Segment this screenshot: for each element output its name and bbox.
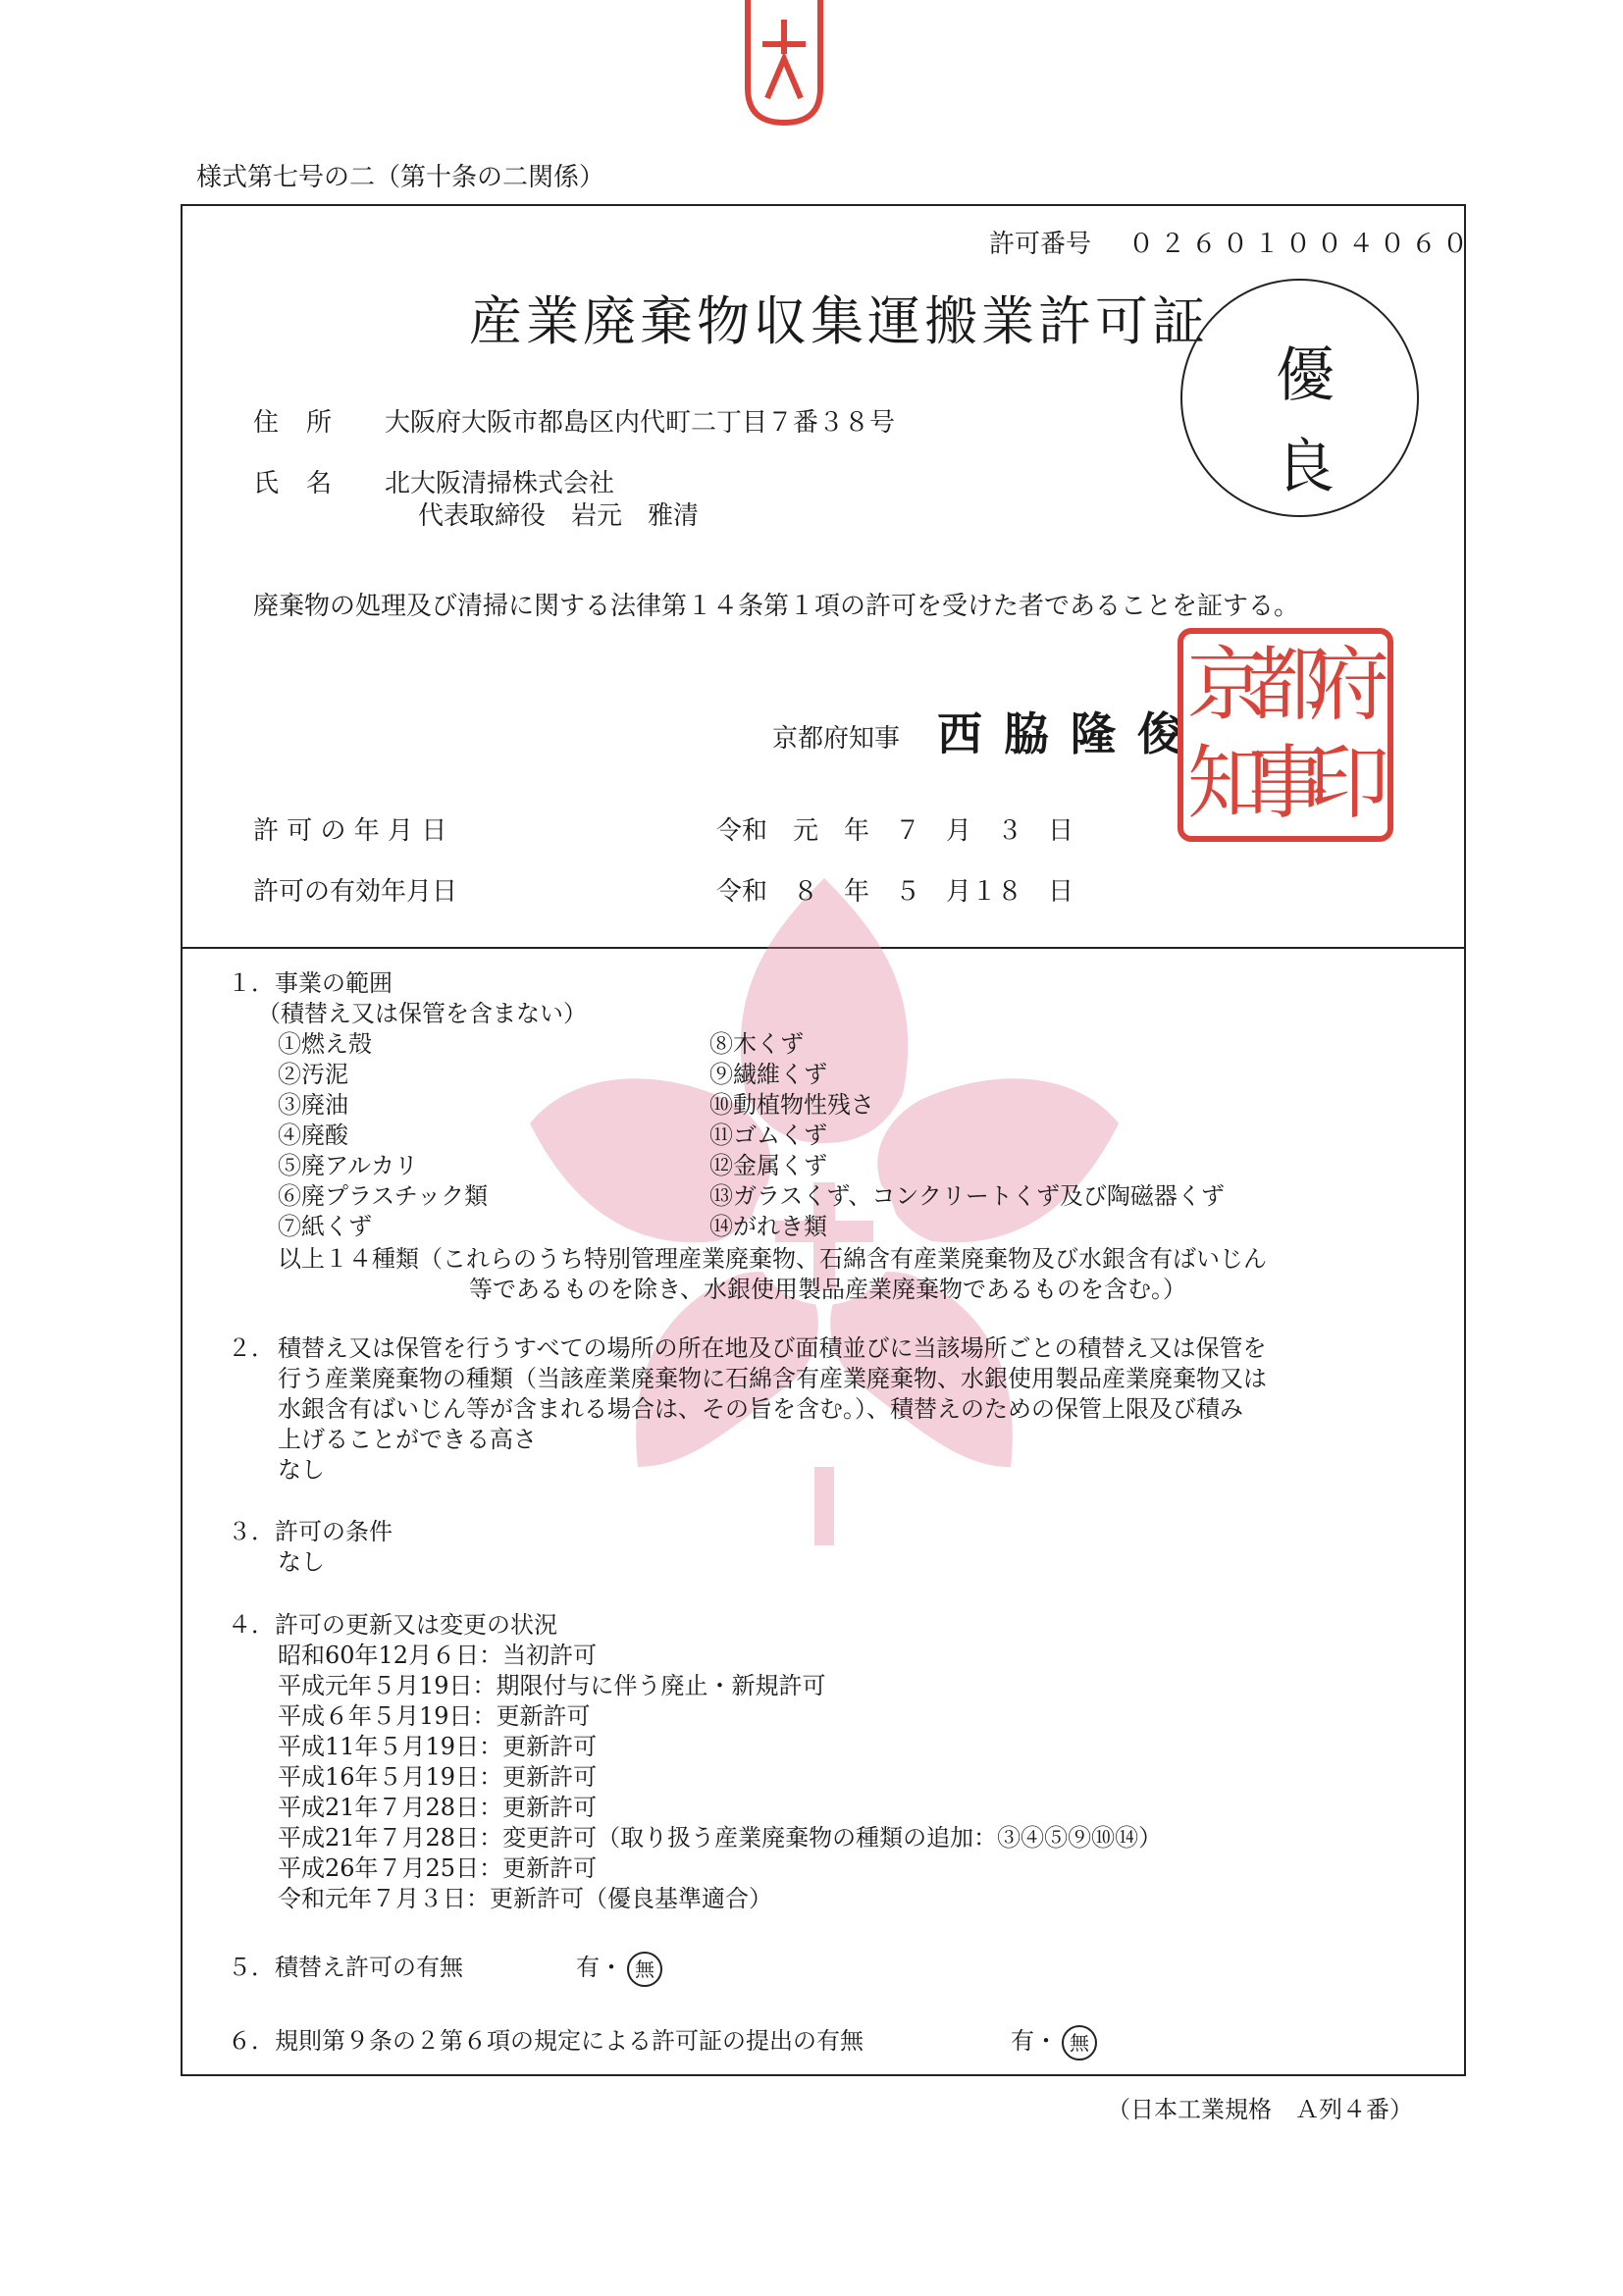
waste-item: ③廃油 xyxy=(278,1091,348,1119)
governor-seal xyxy=(1178,628,1393,842)
waste-item: ⑦紙くず xyxy=(278,1213,372,1240)
waste-item: ⑩動植物性残さ xyxy=(709,1091,874,1119)
permit-date-value: 令和 元 年 ７ 月 ３ 日 xyxy=(716,816,1074,846)
section3-heading: ３．許可の条件 xyxy=(228,1518,393,1545)
section2-line: 上げることができる高さ xyxy=(278,1426,537,1453)
history-row: 平成21年７月28日：変更許可（取り扱う産業廃棄物の種類の追加：③④⑤⑨⑩⑭） xyxy=(278,1824,1163,1852)
top-stamp-icon xyxy=(738,0,830,126)
seal-char-6: 知 xyxy=(1187,737,1269,830)
section1-summary-1: 以上１４種類（これらのうち特別管理産業廃棄物、石綿含有産業廃棄物及び水銀含有ばいじん xyxy=(278,1245,1267,1273)
waste-item: ⑨繊維くず xyxy=(709,1061,827,1088)
waste-item: ①燃え殻 xyxy=(278,1030,372,1058)
waste-item: ④廃酸 xyxy=(278,1122,348,1149)
history-row: 令和元年７月３日：更新許可（優良基準適合） xyxy=(278,1885,772,1912)
history-row: 平成元年５月19日：期限付与に伴う廃止・新規許可 xyxy=(278,1672,826,1699)
history-row: 平成６年５月19日：更新許可 xyxy=(278,1702,591,1730)
certification-text: 廃棄物の処理及び清掃に関する法律第１４条第１項の許可を受けた者であることを証する。 xyxy=(253,592,1300,621)
section6-heading: ６．規則第９条の２第６項の規定による許可証の提出の有無 xyxy=(228,2027,864,2055)
waste-item: ⑫金属くず xyxy=(709,1152,827,1179)
badge-char-1: 優 xyxy=(1276,341,1335,410)
waste-item: ⑤廃アルカリ xyxy=(278,1152,419,1179)
badge-char-2: 良 xyxy=(1276,433,1335,501)
section2-line: 水銀含有ばいじん等が含まれる場合は、その旨を含む。）、積替えのための保管上限及び積み xyxy=(278,1395,1243,1423)
representative: 代表取締役 岩元 雅清 xyxy=(418,501,700,531)
section2-value: なし xyxy=(278,1456,325,1484)
name-label-1: 氏 xyxy=(253,469,280,498)
address-label-1: 住 xyxy=(253,408,280,438)
section2-line: 行う産業廃棄物の種類（当該産業廃棄物に石綿含有産業廃棄物、水銀使用製品産業廃棄物又は xyxy=(278,1365,1267,1392)
history-row: 平成21年７月28日：更新許可 xyxy=(278,1794,598,1821)
expiry-date-label: 許可の有効年月日 xyxy=(253,877,458,907)
company-name: 北大阪清掃株式会社 xyxy=(385,469,615,498)
section3-value: なし xyxy=(278,1548,325,1576)
seal-char-5: 事 xyxy=(1248,737,1330,830)
history-row: 平成11年５月19日：更新許可 xyxy=(278,1733,598,1760)
yes-option: 有・ xyxy=(1011,2027,1058,2055)
issuer-title: 京都府知事 xyxy=(772,724,901,754)
form-reference: 様式第七号の二（第十条の二関係） xyxy=(196,163,605,192)
waste-item: ⑭がれき類 xyxy=(709,1213,827,1240)
waste-item: ⑬ガラスくず、コンクリートくず及び陶磁器くず xyxy=(709,1182,1225,1210)
section5-answer xyxy=(576,1948,662,1987)
no-option-circled: 無 xyxy=(1062,2025,1097,2061)
footer-standard: （日本工業規格 Ａ列４番） xyxy=(1107,2096,1413,2123)
no-option-circled: 無 xyxy=(627,1952,662,1987)
section1-summary-2: 等であるものを除き、水銀使用製品産業廃棄物であるものを含む。） xyxy=(469,1276,1187,1303)
permit-number: ０２６０１００４０６０ xyxy=(1128,230,1475,259)
waste-item: ②汚泥 xyxy=(278,1061,348,1088)
seal-char-2: 都 xyxy=(1248,639,1330,732)
seal-char-4: 印 xyxy=(1309,737,1390,830)
seal-char-1: 府 xyxy=(1309,639,1390,732)
yes-option: 有・ xyxy=(576,1954,623,1981)
history-row: 昭和60年12月６日：当初許可 xyxy=(278,1642,598,1669)
waste-item: ⑧木くず xyxy=(709,1030,804,1058)
expiry-date-value: 令和 ８ 年 ５ 月１８ 日 xyxy=(716,877,1074,907)
section2-number: ２． xyxy=(228,1334,275,1362)
permit-date-label: 許 可 の 年 月 日 xyxy=(253,816,447,846)
section4-heading: ４．許可の更新又は変更の状況 xyxy=(228,1611,557,1639)
name-label-2: 名 xyxy=(306,469,333,498)
section6-answer xyxy=(1011,2021,1097,2061)
address-label-2: 所 xyxy=(306,408,333,438)
section1-note: （積替え又は保管を含まない） xyxy=(257,1000,587,1027)
history-row: 平成16年５月19日：更新許可 xyxy=(278,1763,598,1791)
section2-line: 積替え又は保管を行うすべての場所の所在地及び面積並びに当該場所ごとの積替え又は保管を xyxy=(278,1334,1267,1362)
address-value: 大阪府大阪市都島区内代町二丁目７番３８号 xyxy=(385,408,896,438)
section5-heading: ５．積替え許可の有無 xyxy=(228,1954,463,1981)
waste-item: ⑥廃プラスチック類 xyxy=(278,1182,489,1210)
seal-char-3: 京 xyxy=(1187,639,1269,732)
page-title: 産業廃棄物収集運搬業許可証 xyxy=(469,290,1209,352)
issuer-name: 西脇隆俊 xyxy=(937,707,1204,760)
section1-heading: １．事業の範囲 xyxy=(228,969,393,997)
history-row: 平成26年７月25日：更新許可 xyxy=(278,1854,598,1882)
permit-number-label: 許可番号 xyxy=(989,230,1092,259)
waste-item: ⑪ゴムくず xyxy=(709,1122,827,1149)
